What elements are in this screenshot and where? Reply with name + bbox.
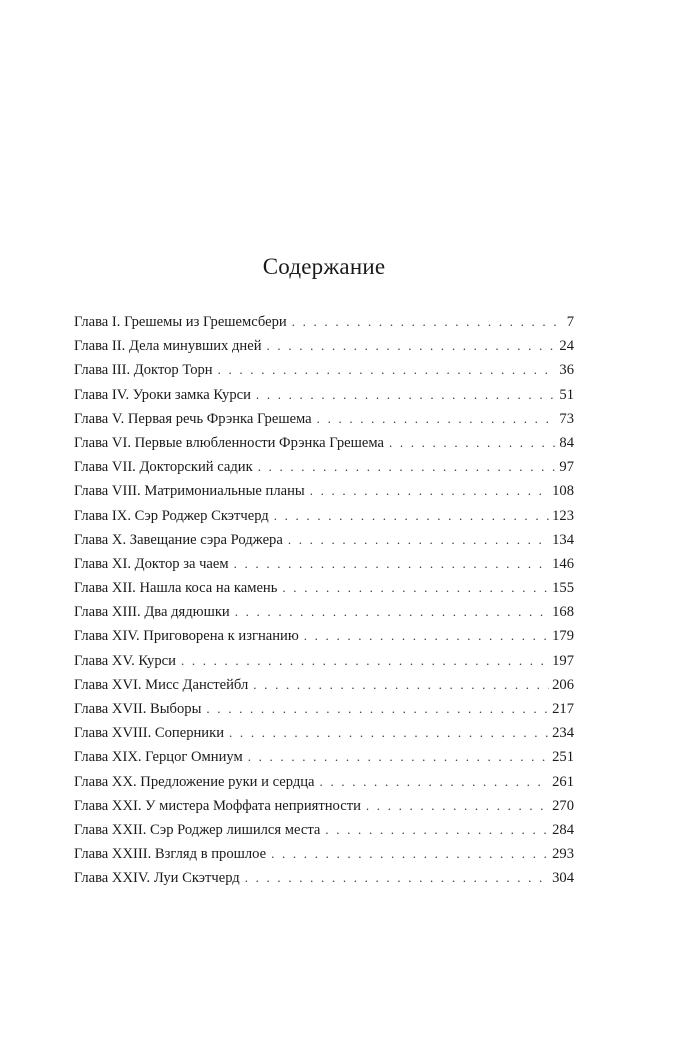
- page-number: 284: [552, 821, 574, 838]
- toc-entry[interactable]: [74, 411, 574, 435]
- toc-entry[interactable]: [74, 701, 574, 725]
- chapter-title: Глава XX. Предложение руки и сердца: [74, 773, 315, 790]
- dot-leader: [229, 725, 549, 741]
- toc-entry[interactable]: [74, 459, 574, 483]
- page-number: 36: [559, 362, 574, 379]
- toc-entry[interactable]: [74, 628, 574, 652]
- page-number: 73: [559, 410, 574, 427]
- dot-leader: [253, 677, 549, 693]
- toc-entry[interactable]: [74, 846, 574, 870]
- dot-leader: [310, 483, 549, 499]
- toc-entry[interactable]: [74, 556, 574, 580]
- chapter-title: Глава XII. Нашла коса на камень: [74, 580, 278, 597]
- toc-entry[interactable]: [74, 483, 574, 507]
- dot-leader: [274, 508, 549, 524]
- toc-entry[interactable]: [74, 653, 574, 677]
- chapter-title: Глава XIX. Герцог Омниум: [74, 749, 243, 766]
- chapter-title: Глава III. Доктор Торн: [74, 362, 213, 379]
- dot-leader: [256, 387, 556, 403]
- chapter-title: Глава VIII. Матримониальные планы: [74, 483, 305, 500]
- dot-leader: [366, 798, 549, 814]
- dot-leader: [245, 870, 549, 886]
- dot-leader: [325, 822, 549, 838]
- toc-entry[interactable]: [74, 532, 574, 556]
- dot-leader: [234, 556, 549, 572]
- toc-entry[interactable]: [74, 508, 574, 532]
- toc-entry[interactable]: [74, 362, 574, 386]
- toc-entry[interactable]: [74, 338, 574, 362]
- chapter-title: Глава XIV. Приговорена к изгнанию: [74, 628, 299, 645]
- page-number: 179: [552, 628, 574, 645]
- dot-leader: [258, 459, 557, 475]
- chapter-title: Глава X. Завещание сэра Роджера: [74, 531, 283, 548]
- dot-leader: [288, 532, 549, 548]
- toc-entry[interactable]: [74, 870, 574, 894]
- page-number: 217: [552, 701, 574, 717]
- chapter-title: Глава XV. Курси: [74, 652, 176, 669]
- chapter-title: Глава XVII. Выборы: [74, 701, 202, 717]
- chapter-title: Глава XVIII. Соперники: [74, 725, 225, 742]
- page-number: 134: [552, 531, 574, 548]
- page-title: Содержание: [262, 254, 386, 279]
- toc-entry[interactable]: [74, 435, 574, 459]
- toc-entry[interactable]: [74, 387, 574, 411]
- page-number: 51: [559, 386, 574, 403]
- dot-leader: [248, 749, 549, 765]
- dot-leader: [292, 314, 564, 330]
- chapter-title: Глава V. Первая речь Фрэнка Грешема: [74, 410, 312, 427]
- toc-entry[interactable]: [74, 580, 574, 604]
- toc-entry[interactable]: [74, 725, 574, 749]
- page-number: 24: [559, 338, 574, 355]
- chapter-title: Глава XXIV. Луи Скэтчерд: [74, 870, 240, 887]
- page-number: 97: [559, 459, 574, 476]
- page-number: 84: [559, 434, 574, 451]
- dot-leader: [282, 580, 549, 596]
- chapter-title: Глава II. Дела минувших дней: [74, 338, 262, 355]
- chapter-title: Глава XXII. Сэр Роджер лишился места: [74, 821, 321, 838]
- page-number: 261: [552, 773, 574, 790]
- chapter-title: Глава XIII. Два дядюшки: [74, 604, 230, 621]
- chapter-title: Глава XXI. У мистера Моффата неприятности: [74, 797, 361, 814]
- page-number: 234: [552, 725, 574, 742]
- page-number: 168: [552, 604, 574, 621]
- page-number: 155: [552, 580, 574, 597]
- page-number: 293: [552, 846, 574, 863]
- page-number: 123: [552, 507, 574, 524]
- table-of-contents: [74, 314, 574, 895]
- chapter-title: Глава VI. Первые влюбленности Фрэнка Грешема: [74, 434, 384, 451]
- page-number: 304: [552, 870, 574, 887]
- dot-leader: [218, 362, 557, 378]
- toc-entry[interactable]: [74, 774, 574, 798]
- toc-entry[interactable]: [74, 749, 574, 773]
- chapter-title: Глава XVI. Мисс Данстейбл: [74, 676, 249, 693]
- chapter-title: Глава I. Грешемы из Грешемсбери: [74, 314, 287, 330]
- toc-entry[interactable]: [74, 314, 574, 338]
- toc-entry[interactable]: [74, 798, 574, 822]
- dot-leader: [320, 774, 550, 790]
- dot-leader: [317, 411, 557, 427]
- page-number: 270: [552, 797, 574, 814]
- dot-leader: [389, 435, 556, 451]
- toc-entry[interactable]: [74, 677, 574, 701]
- chapter-title: Глава XI. Доктор за чаем: [74, 555, 229, 572]
- dot-leader: [181, 653, 549, 669]
- dot-leader: [235, 604, 549, 620]
- page-number: 7: [566, 314, 574, 330]
- dot-leader: [267, 338, 557, 354]
- chapter-title: Глава IX. Сэр Роджер Скэтчерд: [74, 507, 269, 524]
- toc-entry[interactable]: [74, 822, 574, 846]
- chapter-title: Глава XXIII. Взгляд в прошлое: [74, 846, 267, 863]
- page-number: 197: [552, 652, 574, 669]
- toc-entry[interactable]: [74, 604, 574, 628]
- dot-leader: [271, 846, 549, 862]
- page-number: 251: [552, 749, 574, 766]
- chapter-title: Глава IV. Уроки замка Курси: [74, 386, 251, 403]
- page-number: 108: [552, 483, 574, 500]
- page-number: 146: [552, 555, 574, 572]
- dot-leader: [206, 701, 549, 717]
- chapter-title: Глава VII. Докторский садик: [74, 459, 253, 476]
- page-number: 206: [552, 676, 574, 693]
- dot-leader: [304, 628, 549, 644]
